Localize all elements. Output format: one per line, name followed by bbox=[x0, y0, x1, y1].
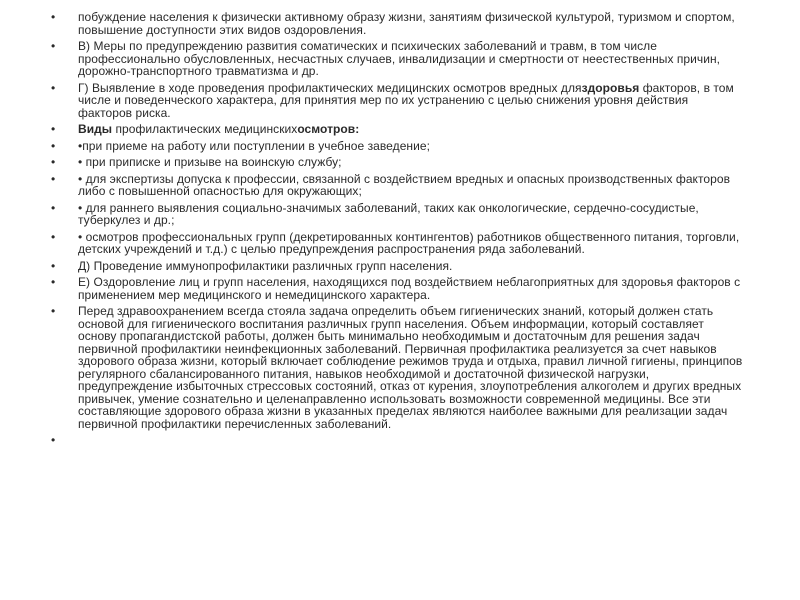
list-item bbox=[44, 123, 744, 136]
bullet-icon: • bbox=[51, 171, 56, 186]
bullet-icon: • bbox=[51, 39, 56, 53]
bullet-icon: • bbox=[51, 155, 56, 169]
item-text: побуждение населения к физически активному образу жизни, занятиям физической культурой, туризмом и спортом, повышение доступности этих видов оздоровления. bbox=[78, 10, 735, 37]
item-text: • при приписке и призыве на воинскую службу; bbox=[78, 155, 342, 169]
list-item bbox=[44, 305, 744, 430]
bullet-icon: • bbox=[51, 138, 56, 153]
bullet-icon: • bbox=[51, 433, 56, 447]
item-text: Е) Оздоровление лиц и групп населения, находящихся под воздействием неблагоприятных для здоровья факторов с применением мер медицинского и немедицинского характера. bbox=[78, 275, 741, 302]
bullet-list bbox=[44, 10, 744, 447]
item-text: • осмотров профессиональных групп (декретированных контингентов) работников общественного питания, торговли, детских учреждений и т.д.) с целью предупреждения распространения ряда заболеваний. bbox=[78, 229, 740, 256]
list-item bbox=[44, 173, 744, 198]
list-item bbox=[44, 11, 744, 36]
item-text: Д) Проведение иммунопрофилактики различных групп населения. bbox=[78, 258, 453, 273]
list-item bbox=[44, 40, 744, 78]
bullet-icon: • bbox=[51, 10, 56, 24]
item-text: факторов, в том числе и поведенческого характера, для принятия мер по их устранению с целью снижения уровня действия факторов риска. bbox=[78, 80, 734, 120]
bullet-icon: • bbox=[51, 258, 56, 273]
item-text: Перед здравоохранением всегда стояла задача определить объем гигиенических знаний, который должен стать основой для гигиенического воспитания различных групп населения. Объем информации, который составляет основу пропагандистской работы, должен быть минимально необходимым и достаточным для решения задач первичной профилактики неинфекционных заболеваний. Первичная профилактика реализуется за счет навыков здорового образа жизни, который включает соблюдение режимов труда и отдыха, правил личной гигиены, принципов регулярного сбалансированного питания, навыков необходимой и достаточной физической нагрузки, предупреждение избыточных стрессовых состояний, отказ от курения, злоупотребления алкоголем и других вредных привычек, умение сознательно и целенаправленно использовать возможности современной медицины. Все эти составляющие здорового образа жизни в указанных пределах являются наиболее важными для реализации задач первичной профилактики перечисленных заболеваний. bbox=[78, 304, 743, 431]
item-text: В) Меры по предупреждению развития соматических и психических заболеваний и травм, в том числе профессионально обусловленных, несчастных случаев, инвалидизации и смертности от неестественных причин, дорожно-транспортного травматизма и др. bbox=[78, 39, 721, 78]
list-item bbox=[44, 276, 744, 301]
bullet-icon: • bbox=[51, 122, 56, 136]
list-item bbox=[44, 82, 744, 120]
item-text: •при приеме на работу или поступлении в учебное заведение; bbox=[78, 138, 430, 153]
list-item bbox=[44, 260, 744, 273]
bullet-icon: • bbox=[51, 275, 56, 289]
item-text: Г) Выявление в ходе проведения профилактических медицинских осмотров вредных для bbox=[78, 80, 582, 95]
bullet-icon: • bbox=[51, 80, 56, 95]
item-text: • для раннего выявления социально-значимых заболеваний, таких как онкологические, сердечно-сосудистые, туберкулез и др.; bbox=[78, 200, 699, 227]
bold-text: Виды bbox=[78, 122, 113, 136]
item-text: профилактических медицинских bbox=[112, 122, 298, 136]
list-item bbox=[44, 156, 744, 169]
bold-text: осмотров: bbox=[297, 122, 360, 136]
list-item bbox=[44, 231, 744, 256]
bullet-icon: • bbox=[51, 304, 56, 318]
bullet-icon: • bbox=[51, 200, 56, 215]
list-item bbox=[44, 140, 744, 153]
bullet-icon: • bbox=[51, 229, 56, 244]
list-item bbox=[44, 202, 744, 227]
item-text: • для экспертизы допуска к профессии, связанной с воздействием вредных и опасных производственных факторов либо с повышенной опасностью для окружающих; bbox=[78, 171, 731, 198]
bold-text: здоровья bbox=[581, 80, 640, 95]
